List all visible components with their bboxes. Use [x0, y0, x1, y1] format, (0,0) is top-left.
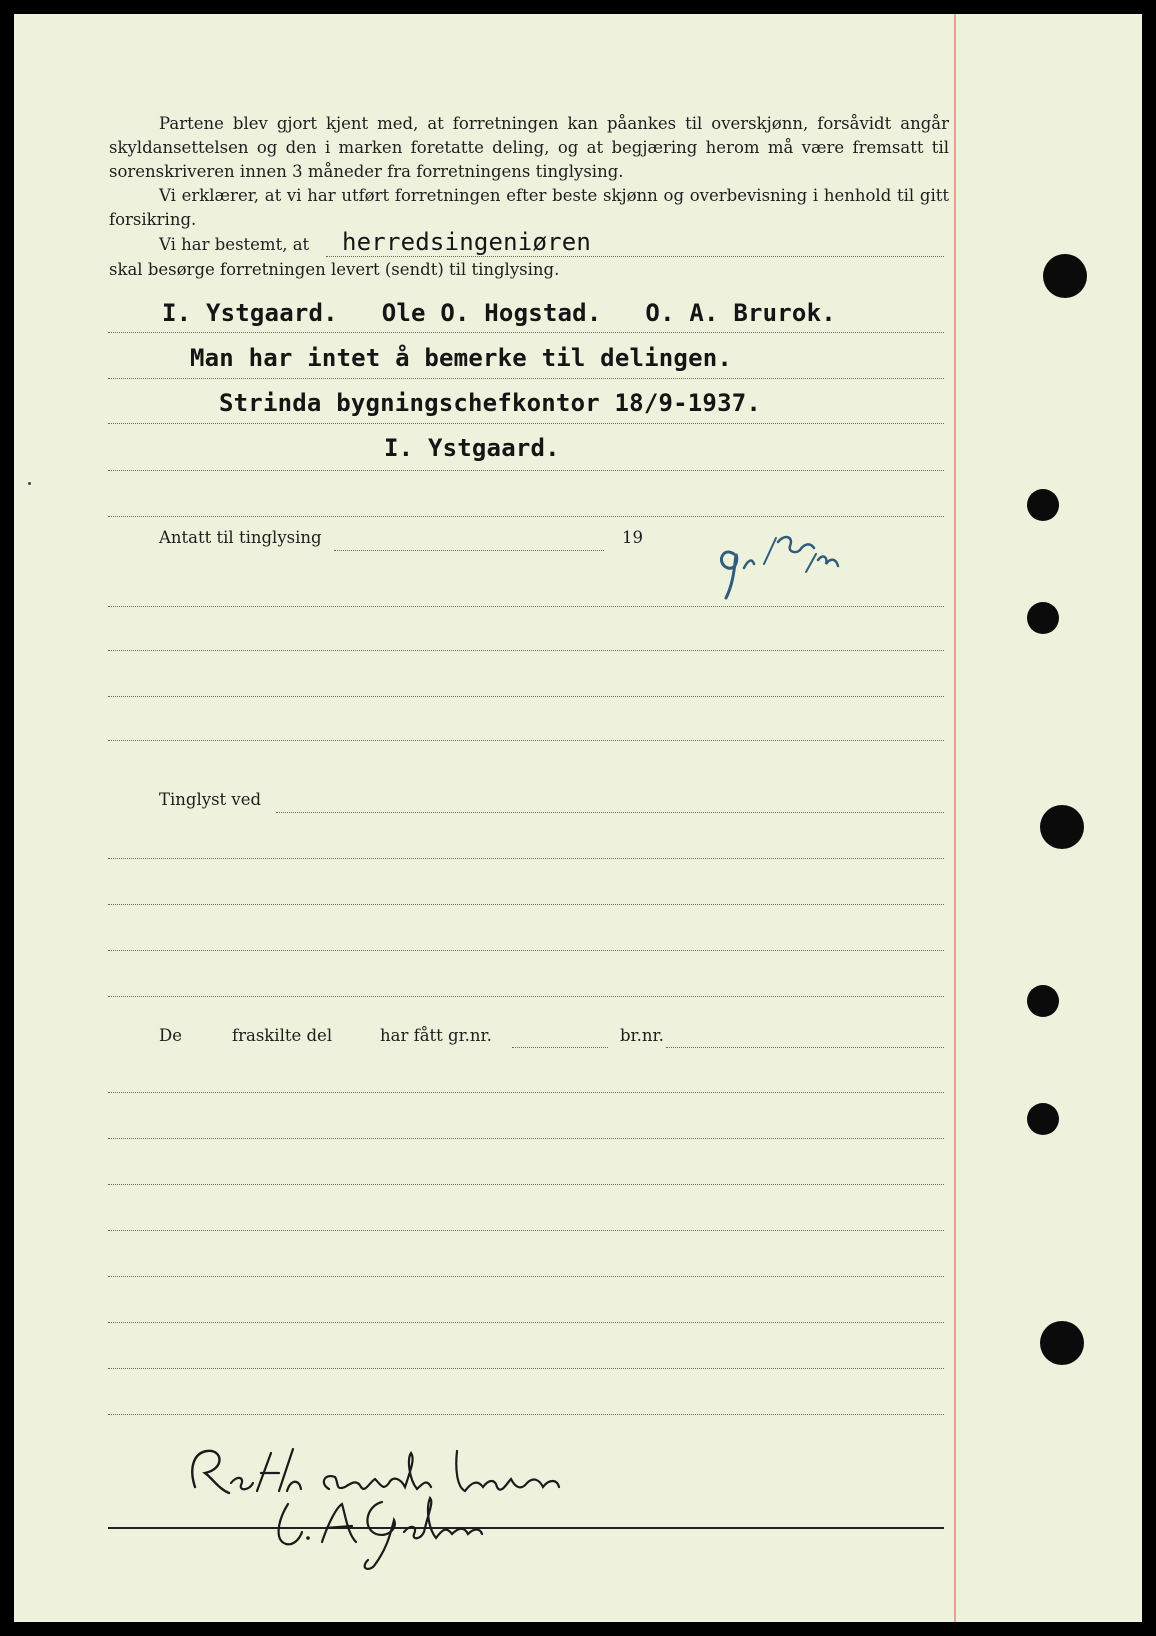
- dotted-line: [108, 470, 944, 471]
- dotted-line: [108, 1230, 944, 1231]
- margin-note-text: Gr. 1810/36: [714, 602, 719, 603]
- signature-text: L. A. Gjølme: [264, 1572, 270, 1573]
- dotted-line: [108, 1368, 944, 1369]
- signer-line: I. Ystgaard.: [384, 434, 560, 462]
- grnr-fill-line: [512, 1047, 608, 1048]
- appeal-paragraph: Partene blev gjort kjent med, at forretningen kan påankes til overskjønn, forsåvidt angår skyldansettelsen og den i marken foretatte deling, og at begjæring herom må være fremsatt til sorenskriveren innen 3 måneder fra forretningens tinglysing.: [109, 114, 949, 181]
- declaration-paragraph: Vi erklærer, at vi har utført forretningen efter beste skjønn og overbevisning i henhold til gitt forsikring.: [109, 186, 949, 229]
- dotted-line: [108, 606, 944, 607]
- margin-rule: [954, 14, 956, 1622]
- certification-text: Rett avskrift bevitnes: [179, 1507, 188, 1508]
- delivery-prefix: Vi har bestemt, at: [159, 235, 310, 254]
- de-label: De: [159, 1026, 182, 1045]
- dotted-line: [108, 332, 944, 333]
- certifier-signature: [264, 1484, 504, 1574]
- delivery-fill-line: [326, 256, 944, 257]
- dotted-line: [108, 650, 944, 651]
- document-page: [14, 14, 1142, 1622]
- punch-hole: [1027, 985, 1059, 1017]
- antatt-label: Antatt til tinglysing: [159, 528, 322, 547]
- fraskilte-label: fraskilte del: [232, 1026, 333, 1045]
- ink-speck: [28, 482, 31, 485]
- dotted-line: [108, 858, 944, 859]
- office-line: Strinda bygningschefkontor 18/9-1937.: [219, 389, 762, 417]
- year-prefix: 19: [622, 528, 643, 547]
- brnr-fill-line: [666, 1047, 944, 1048]
- delivery-value: herredsingeniøren: [342, 228, 592, 256]
- punch-hole: [1040, 1321, 1084, 1365]
- punch-hole: [1027, 1103, 1059, 1135]
- dotted-line: [108, 1092, 944, 1093]
- dotted-line: [108, 1184, 944, 1185]
- signatures-line: I. Ystgaard. Ole O. Hogstad. O. A. Brurok.: [162, 299, 836, 327]
- punch-hole: [1027, 602, 1059, 634]
- punch-hole: [1043, 254, 1087, 298]
- tinglyst-fill-line: [276, 812, 944, 813]
- dotted-line: [108, 996, 944, 997]
- dotted-line: [108, 1138, 944, 1139]
- dotted-line: [108, 516, 944, 517]
- margin-handwritten-note: [714, 524, 854, 604]
- har-fatt-label: har fått gr.nr.: [380, 1026, 492, 1045]
- punch-hole: [1027, 489, 1059, 521]
- signature-rule: [108, 1527, 944, 1529]
- dotted-line: [108, 1322, 944, 1323]
- antatt-fill-line: [334, 550, 604, 551]
- brnr-label: br.nr.: [620, 1026, 664, 1045]
- dotted-line: [108, 378, 944, 379]
- delivery-suffix: skal besørge forretningen levert (sendt) til tinglysing.: [109, 260, 560, 279]
- dotted-line: [108, 423, 944, 424]
- dotted-line: [108, 904, 944, 905]
- tinglyst-label: Tinglyst ved: [159, 790, 262, 809]
- punch-hole: [1040, 805, 1084, 849]
- dotted-line: [108, 1414, 944, 1415]
- remark-line: Man har intet å bemerke til delingen.: [190, 344, 733, 372]
- dotted-line: [108, 696, 944, 697]
- dotted-line: [108, 740, 944, 741]
- dotted-line: [108, 950, 944, 951]
- dotted-line: [108, 1276, 944, 1277]
